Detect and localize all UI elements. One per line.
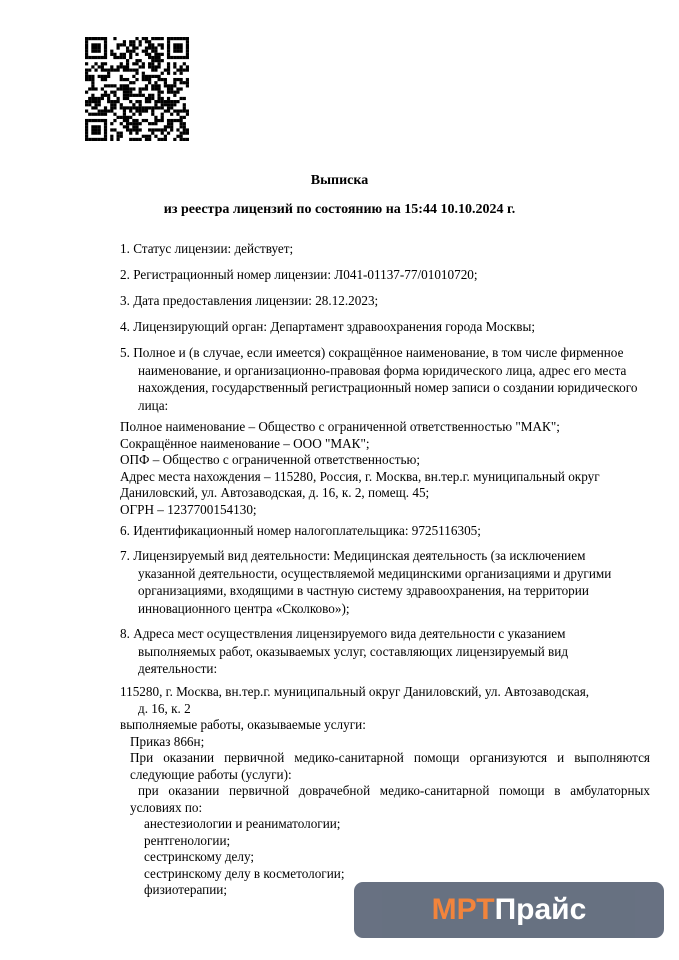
item-activity-addresses <box>120 625 650 678</box>
works-list-item: сестринскому делу в косметологии; <box>144 865 345 881</box>
works-primary-line-2: следующие работы (услуги): <box>130 766 292 782</box>
org-address-line-2: Даниловский, ул. Автозаводская, д. 16, к. 2, помещ. 45; <box>120 485 430 500</box>
works-address-line-1: 115280, г. Москва, вн.тер.г. муниципальный округ Даниловский, ул. Автозаводская, <box>120 684 590 699</box>
works-list-item: сестринскому делу; <box>144 849 255 864</box>
org-legal-form: ОПФ – Общество с ограниченной ответственностью; <box>120 452 421 467</box>
organization-details <box>120 419 650 518</box>
works-outpatient-line-1: при оказании первичной доврачебной медико-санитарной помощи в амбулаторных <box>138 783 650 798</box>
org-ogrn: ОГРН – 1237700154130; <box>120 501 257 517</box>
works-primary-line-1: При оказании первичной медико-санитарной помощи организуются и выполняются <box>130 750 650 765</box>
org-full-name: Полное наименование – Общество с ограниченной ответственностью "МАК"; <box>120 419 560 434</box>
item-registration-number: 2. Регистрационный номер лицензии: Л041-01137-77/01010720; <box>120 267 478 282</box>
item-7-continuation: указанной деятельности, осуществляемой медицинскими организациями и другими организациями, входящими в частную систему здравоохранения, на территории инновационного центра «Сколково»); <box>138 565 612 616</box>
works-heading: выполняемые работы, оказываемые услуги: <box>120 717 366 732</box>
item-8-continuation: выполняемых работ, оказываемых услуг, составляющих лицензируемый вид деятельности: <box>138 643 569 676</box>
org-short-name: Сокращённое наименование – ООО "МАК"; <box>120 435 370 451</box>
item-inn: 6. Идентификационный номер налогоплательщика: 9725116305; <box>120 523 481 538</box>
mrtprice-watermark-logo <box>354 882 664 938</box>
works-list-item: анестезиологии и реаниматологии; <box>144 816 341 831</box>
works-list-item: рентгенологии; <box>144 832 231 848</box>
works-outpatient-line-2: условиях по: <box>130 799 203 815</box>
document-title: Выписка <box>310 173 369 188</box>
works-section <box>120 684 650 899</box>
item-5-continuation: наименование, и организационно-правовая форма юридического лица, адрес его места нахождения, государственный регистрационный номер записи о создании юридического лица: <box>138 362 638 413</box>
item-organization-name <box>120 344 650 414</box>
qr-code-icon <box>85 37 189 141</box>
item-5-first-line: 5. Полное и (в случае, если имеется) сокращённое наименование, в том числе фирменное <box>120 345 624 360</box>
item-activity-type <box>120 547 650 617</box>
org-address-line-1: Адрес места нахождения – 115280, Россия, г. Москва, вн.тер.г. муниципальный округ <box>120 468 600 484</box>
item-7-first-line: 7. Лицензируемый вид деятельности: Медицинская деятельность (за исключением <box>120 548 586 563</box>
item-licensing-authority: 4. Лицензирующий орган: Департамент здравоохранения города Москвы; <box>120 319 535 334</box>
watermark-part-2: Прайс <box>494 893 587 926</box>
item-8-first-line: 8. Адреса мест осуществления лицензируемого вида деятельности с указанием <box>120 626 566 641</box>
works-address-line-2: д. 16, к. 2 <box>138 700 191 716</box>
document-subtitle: из реестра лицензий по состоянию на 15:44 10.10.2024 г. <box>163 202 516 217</box>
item-license-status: 1. Статус лицензии: действует; <box>120 241 294 256</box>
item-issue-date: 3. Дата предоставления лицензии: 28.12.2023; <box>120 293 379 308</box>
watermark-part-1: МРТ <box>431 893 495 926</box>
works-list-item: физиотерапии; <box>144 882 228 897</box>
works-order: Приказ 866н; <box>130 733 205 749</box>
